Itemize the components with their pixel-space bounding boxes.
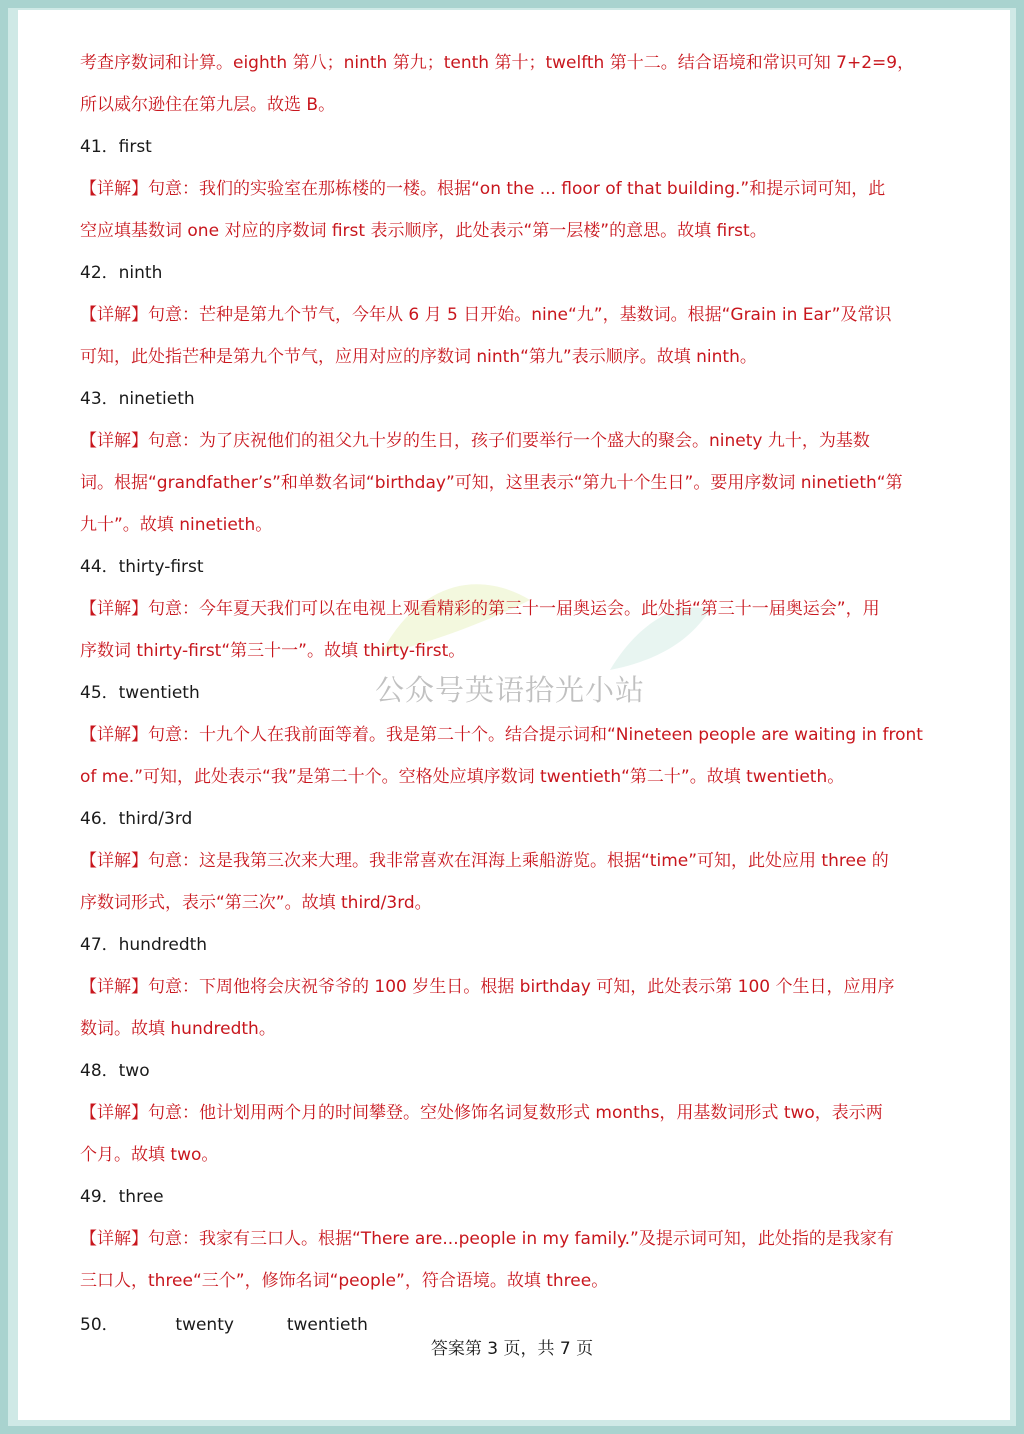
answer-heading: 43．ninetieth xyxy=(80,389,195,409)
explanation-line: 考查序数词和计算。eighth 第八；ninth 第九；tenth 第十；twelfth 第十二。结合语境和常识可知 7+2=9， xyxy=(80,53,915,73)
explanation-line: 序数词 thirty-first“第三十一”。故填 thirty-first。 xyxy=(80,641,466,661)
answer-heading: 42．ninth xyxy=(80,263,163,283)
answer-blank-1: twenty xyxy=(175,1315,234,1335)
answer-heading: 45．twentieth xyxy=(80,683,200,703)
explanation-line: 个月。故填 two。 xyxy=(80,1145,219,1165)
explanation-line: 【详解】句意：这是我第三次来大理。我非常喜欢在洱海上乘船游览。根据“time”可知，此处应用 three 的 xyxy=(80,851,889,871)
explanation-line: 空应填基数词 one 对应的序数词 first 表示顺序，此处表示“第一层楼”的意思。故填 first。 xyxy=(80,221,767,241)
explanation-line: 序数词形式，表示“第三次”。故填 third/3rd。 xyxy=(80,893,432,913)
answer-number: 50． xyxy=(80,1315,119,1335)
explanation-line: 【详解】句意：芒种是第九个节气，今年从 6 月 5 日开始。nine“九”，基数词。根据“Grain in Ear”及常识 xyxy=(80,305,892,325)
explanation-line: 【详解】句意：我们的实验室在那栋楼的一楼。根据“on the ... floor of that building.”和提示词可知，此 xyxy=(80,179,886,199)
explanation-line: 【详解】句意：下周他将会庆祝爷爷的 100 岁生日。根据 birthday 可知，此处表示第 100 个生日，应用序 xyxy=(80,977,895,997)
explanation-line: 九十”。故填 ninetieth。 xyxy=(80,515,273,535)
answer-heading: 46．third/3rd xyxy=(80,809,193,829)
answer-50 xyxy=(80,1314,960,1336)
explanation-line: 可知，此处指芒种是第九个节气，应用对应的序数词 ninth“第九”表示顺序。故填 ninth。 xyxy=(80,347,757,367)
watermark-text: 公众号英语拾光小站 xyxy=(375,673,646,707)
explanation-line: 【详解】句意：为了庆祝他们的祖父九十岁的生日，孩子们要举行一个盛大的聚会。ninety 九十，为基数 xyxy=(80,431,870,451)
explanation-line: 所以威尔逊住在第九层。故选 B。 xyxy=(80,95,336,115)
explanation-line: of me.”可知，此处表示“我”是第二十个。空格处应填序数词 twentieth“第二十”。故填 twentieth。 xyxy=(80,767,845,787)
answer-heading: 44．thirty-first xyxy=(80,557,204,577)
watermark-leaf-icon xyxy=(360,560,720,680)
page-footer: 答案第 3 页，共 7 页 xyxy=(430,1339,594,1359)
explanation-line: 三口人，three“三个”，修饰名词“people”，符合语境。故填 three。 xyxy=(80,1271,609,1291)
explanation-line: 数词。故填 hundredth。 xyxy=(80,1019,276,1039)
answer-blank-2: twentieth xyxy=(286,1315,368,1335)
explanation-line: 词。根据“grandfather’s”和单数名词“birthday”可知，这里表示“第九十个生日”。要用序数词 ninetieth“第 xyxy=(80,473,903,493)
explanation-line: 【详解】句意：我家有三口人。根据“There are...people in my family.”及提示词可知，此处指的是我家有 xyxy=(80,1229,894,1249)
answer-heading: 49．three xyxy=(80,1187,164,1207)
explanation-line: 【详解】句意：他计划用两个月的时间攀登。空处修饰名词复数形式 months，用基数词形式 two，表示两 xyxy=(80,1103,883,1123)
explanation-line: 【详解】句意：今年夏天我们可以在电视上观看精彩的第三十一届奥运会。此处指“第三十一届奥运会”，用 xyxy=(80,599,880,619)
answer-heading: 47．hundredth xyxy=(80,935,208,955)
answer-heading: 48．two xyxy=(80,1061,150,1081)
answer-heading: 41．first xyxy=(80,137,152,157)
explanation-line: 【详解】句意：十九个人在我前面等着。我是第二十个。结合提示词和“Nineteen people are waiting in front xyxy=(80,725,923,745)
